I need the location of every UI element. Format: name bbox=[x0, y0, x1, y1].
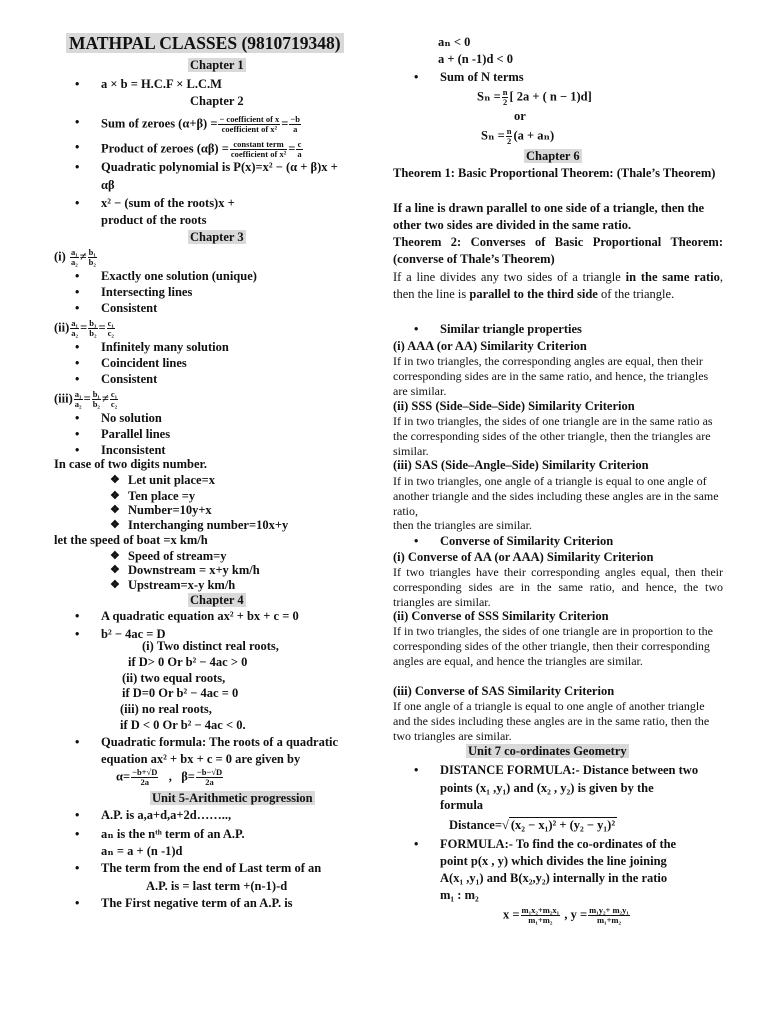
distance-expression: Distance=√ (x₂ − x₁)² + (y₂ − y₁)² bbox=[449, 818, 616, 832]
two-digit-heading: In case of two digits number. bbox=[54, 457, 208, 471]
sas-title: (iii) SAS (Side–Angle–Side) Similarity Criterion bbox=[393, 458, 649, 472]
sss-body: If in two triangles, the sides of one triangle are in the same ratio as the corresponding sides of the other triangle, then the triangles are similar. bbox=[393, 414, 713, 458]
case-ii-condition: (ii) $\frac{\text{a₁}}{\text{a₂}}$ = $\frac{\text{b₁}}{\text{b₂}}$ = $\frac{\text{c₁}}{\text{c₂}}$ bbox=[54, 318, 114, 338]
sas-body-cont: then the triangles are similar. bbox=[393, 518, 532, 532]
product-of-zeroes: • Product of zeroes (αβ) = constant term coefficient of x² = $\frac{c}{a}$ bbox=[101, 140, 304, 159]
section-formula: • FORMULA:- To find the co-ordinates of the bbox=[440, 837, 676, 852]
chapter2-heading: Chapter 2 bbox=[190, 94, 244, 108]
converse-sss-body: If in two triangles, the sides of one triangle are in proportion to the corresponding sides of the other triangle, then their corresponding angles are equal, and hence the triangles are similar. bbox=[393, 624, 713, 668]
nth-term: • aₙ is the nᵗʰ term of an A.P. bbox=[101, 827, 245, 842]
quadratic-polynomial: • Quadratic polynomial is P(x)=x² − (α + β)x + bbox=[101, 160, 338, 175]
case-two-distinct-cond: if D> 0 Or b² − 4ac > 0 bbox=[128, 655, 248, 669]
chapter4-heading: Chapter 4 bbox=[190, 593, 244, 607]
section-formula-cont3: m₁ : m₂ bbox=[440, 888, 479, 902]
section-formula-cont1: point p(x , y) which divides the line joining bbox=[440, 854, 667, 868]
page-title: MATHPAL CLASSES (9810719348) bbox=[66, 36, 344, 53]
chapter3-heading: Chapter 3 bbox=[190, 230, 244, 244]
case-equal-cond: if D=0 Or b² − 4ac = 0 bbox=[122, 686, 239, 700]
roots-expression: • x² − (sum of the roots)x + bbox=[101, 196, 235, 211]
section-formula-cont2: A(x₁ ,y₁) and B(x₂,y₂) internally in the ratio bbox=[440, 871, 668, 885]
converse-aa-body: If two triangles have their corresponding angles equal, then their corresponding sides are in the same ratio, and hence, the two triangles are similar. bbox=[393, 565, 723, 609]
section-formula-expression: x = $\frac{\text{m₁x₂+m₂x₁}}{\text{m₁+m₂}}$ , y = $\frac{\text{m₁y₂+ m₂y₁}}{\text{m₁+m₂}}$ bbox=[503, 905, 629, 925]
list-item: • Exactly one solution (unique) bbox=[101, 269, 257, 284]
sum-formula-2: Sₙ = $\frac{n}{2}$ (a + aₙ) bbox=[481, 126, 555, 146]
list-item: • Coincident lines bbox=[101, 356, 187, 371]
list-item: ❖ Interchanging number=10x+y bbox=[128, 518, 288, 533]
list-item: ❖ Ten place =y bbox=[128, 489, 195, 504]
sas-body: If in two triangles, one angle of a triangle is equal to one angle of another triangle and the sides including these angles are in the same ratio, bbox=[393, 474, 719, 518]
list-item: ❖ Let unit place=x bbox=[128, 473, 215, 488]
similar-triangle-properties: • Similar triangle properties bbox=[440, 322, 582, 337]
quadratic-formula-cont: equation ax² + bx + c = 0 are given by bbox=[101, 752, 301, 766]
unit5-heading: Unit 5-Arithmetic progression bbox=[152, 791, 313, 805]
case-two-distinct: (i) Two distinct real roots, bbox=[142, 639, 279, 653]
theorem2-body: If a line divides any two sides of a triangle in the same ratio, then the line is parallel to the third side of the triangle. bbox=[393, 270, 723, 301]
negative-term-cond1: aₙ < 0 bbox=[438, 35, 471, 49]
case-equal: (ii) two equal roots, bbox=[122, 671, 226, 685]
roots-alpha-beta: α= $\frac{-b+√D}{2a}$ , β= $\frac{-b-√D}{2a}$ bbox=[116, 767, 223, 787]
aaa-title: (i) AAA (or AA) Similarity Criterion bbox=[393, 339, 587, 353]
theorem1-body: If a line is drawn parallel to one side of a triangle, then the other two sides are divided in the same ratio. bbox=[393, 201, 705, 232]
theorem2-title: Theorem 2: Converses of Basic Proportional Theorem: (converse of Thale’s Theorem) bbox=[393, 235, 723, 266]
chapter1-heading: Chapter 1 bbox=[190, 58, 244, 72]
converse-sas-body: If one angle of a triangle is equal to one angle of another triangle and the sides including these angles are in the same ratio, then the two triangles are similar. bbox=[393, 699, 710, 743]
negative-term-cond2: a + (n -1)d < 0 bbox=[438, 52, 514, 66]
roots-expression-cont: product of the roots bbox=[101, 213, 207, 227]
sum-of-zeroes: • Sum of zeroes (α+β) = − coefficient of x coefficient of x² = $\frac{-b}{a}$ bbox=[101, 115, 302, 134]
list-item: • Intersecting lines bbox=[101, 285, 192, 300]
distance-formula-cont2: formula bbox=[440, 798, 484, 812]
distance-formula: • DISTANCE FORMULA:- Distance between two bbox=[440, 763, 698, 778]
or-text: or bbox=[514, 109, 526, 123]
list-item: ❖ Number=10y+x bbox=[128, 503, 212, 518]
aaa-body: If in two triangles, the corresponding angles are equal, then their corresponding sides are in the same ratio, and hence, the triangles are similar. bbox=[393, 354, 709, 398]
converse-sss-title: (ii) Converse of SSS Similarity Criterion bbox=[393, 609, 609, 623]
ap-definition: • A.P. is a,a+d,a+2d…….., bbox=[101, 808, 231, 823]
sss-title: (ii) SSS (Side–Side–Side) Similarity Criterion bbox=[393, 399, 635, 413]
quadratic-formula: • Quadratic formula: The roots of a quadratic bbox=[101, 735, 338, 750]
chapter1-item: • a × b = H.C.F × L.C.M bbox=[101, 77, 222, 92]
list-item: • Inconsistent bbox=[101, 443, 166, 458]
case-no-real: (iii) no real roots, bbox=[120, 702, 212, 716]
list-item: ❖ Speed of stream=y bbox=[128, 549, 227, 564]
converse-aa-title: (i) Converse of AA (or AAA) Similarity Criterion bbox=[393, 550, 654, 564]
case-iii-condition: (iii) $\frac{\text{a₁}}{\text{a₂}}$ = $\frac{\text{b₁}}{\text{b₂}}$ ≠ $\frac{\text{c₁}}{\text{c₂}}$ bbox=[54, 389, 118, 409]
converse-heading: • Converse of Similarity Criterion bbox=[440, 534, 613, 549]
distance-formula-cont1: points (x₁ ,y₁) and (x₂ , y₂) is given by the bbox=[440, 781, 654, 795]
converse-sas-title: (iii) Converse of SAS Similarity Criterion bbox=[393, 684, 615, 698]
quadratic-polynomial-cont: αβ bbox=[101, 178, 115, 192]
sum-heading: • Sum of N terms bbox=[440, 70, 524, 85]
quadratic-equation: • A quadratic equation ax² + bx + c = 0 bbox=[101, 609, 299, 624]
list-item: • Consistent bbox=[101, 372, 157, 387]
list-item: • Consistent bbox=[101, 301, 157, 316]
list-item: • No solution bbox=[101, 411, 162, 426]
list-item: ❖ Upstream=x-y km/h bbox=[128, 578, 235, 593]
nth-term-formula: aₙ = a + (n -1)d bbox=[101, 844, 183, 858]
last-term-cont: A.P. is = last term +(n-1)-d bbox=[146, 879, 288, 893]
discriminant: • b² − 4ac = D bbox=[101, 627, 166, 642]
case-no-real-cond: if D < 0 Or b² − 4ac < 0. bbox=[120, 718, 246, 732]
list-item: ❖ Downstream = x+y km/h bbox=[128, 563, 260, 578]
first-negative-term: • The First negative term of an A.P. is bbox=[101, 896, 293, 911]
case-i-condition: (i) $\frac{\text{a₁}}{\text{a₂}}$ ≠ $\frac{\text{b₁}}{\text{b₂}}$ bbox=[54, 247, 96, 267]
boat-heading: let the speed of boat =x km/h bbox=[54, 533, 208, 547]
theorem1-title: Theorem 1: Basic Proportional Theorem: (Thale’s Theorem) bbox=[393, 166, 716, 180]
list-item: • Infinitely many solution bbox=[101, 340, 229, 355]
list-item: • Parallel lines bbox=[101, 427, 170, 442]
chapter6-heading: Chapter 6 bbox=[526, 149, 580, 163]
sum-formula-1: Sₙ = $\frac{n}{2}$ [ 2a + ( n − 1)d] bbox=[477, 87, 592, 107]
unit7-heading: Unit 7 co-ordinates Geometry bbox=[468, 744, 627, 758]
last-term: • The term from the end of Last term of an bbox=[101, 861, 321, 876]
